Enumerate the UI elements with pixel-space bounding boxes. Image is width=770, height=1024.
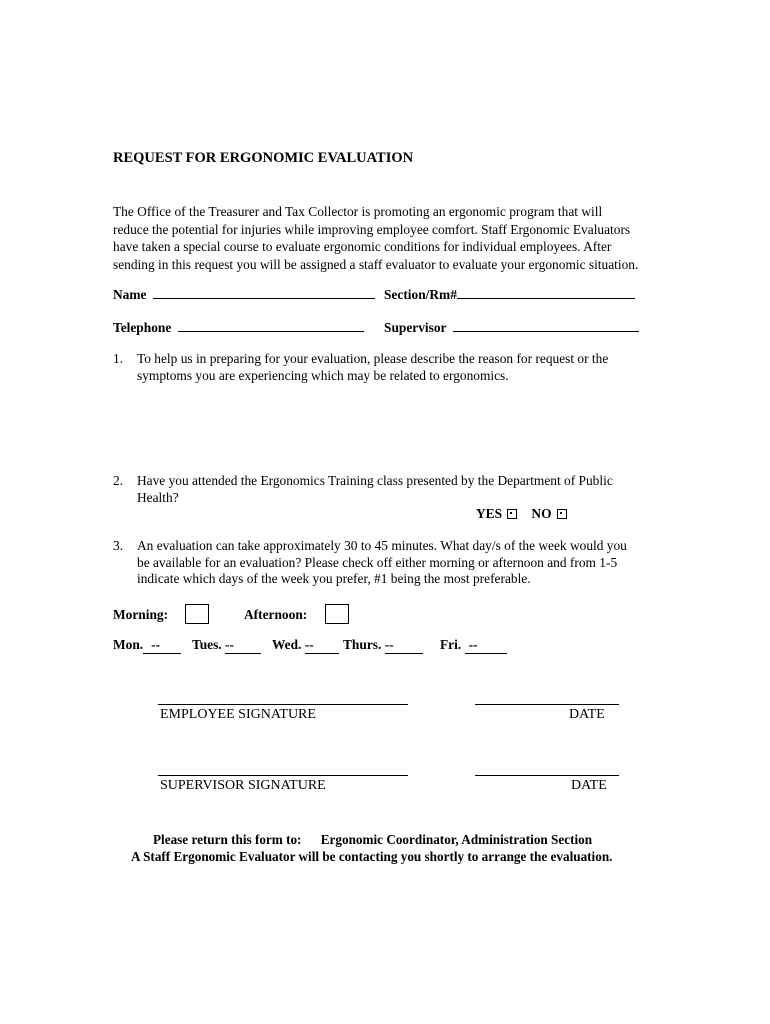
supervisor-field[interactable] [453, 319, 639, 332]
telephone-label: Telephone [113, 320, 172, 335]
afternoon-label: Afternoon: [244, 607, 308, 622]
morning-label: Morning: [113, 607, 169, 622]
employee-date-line[interactable] [475, 704, 619, 705]
intro-line: have taken a special course to evaluate ergonomic conditions for individual employees. After [113, 239, 612, 254]
wed-label: Wed. [272, 637, 302, 652]
footer-note: A Staff Ergonomic Evaluator will be contacting you shortly to arrange the evaluation. [131, 849, 613, 864]
q3-line: An evaluation can take approximately 30 to 45 minutes. What day/s of the week would you [137, 538, 627, 553]
q1-line: symptoms you are experiencing which may be related to ergonomics. [137, 367, 509, 383]
wed-field[interactable]: -- [305, 637, 339, 654]
return-instruction [153, 832, 592, 848]
no-label: NO [531, 506, 552, 521]
name-field[interactable] [153, 286, 375, 299]
no-checkbox[interactable] [557, 509, 567, 519]
q2-options [476, 506, 567, 522]
name-label: Name [113, 287, 147, 302]
section-label: Section/Rm# [384, 287, 457, 302]
employee-date-label: DATE [569, 707, 605, 722]
q2-line: Health? [137, 489, 179, 505]
return-to: Ergonomic Coordinator, Administration Section [320, 832, 593, 847]
day-tues [192, 637, 261, 654]
q1-number: 1. [113, 351, 124, 366]
intro-line: sending in this request you will be assigned a staff evaluator to evaluate your ergonomic situation. [113, 256, 639, 272]
q1-answer-area[interactable] [137, 392, 657, 462]
thurs-label: Thurs. [343, 637, 382, 652]
supervisor-signature-line[interactable] [158, 775, 408, 776]
q2-text [137, 473, 613, 506]
fri-label: Fri. [440, 637, 462, 652]
supervisor-date-line[interactable] [475, 775, 619, 776]
section-row [384, 286, 635, 303]
q2-number: 2. [113, 473, 124, 488]
q3-line: indicate which days of the week you prefer, #1 being the most preferable. [137, 571, 531, 586]
day-wed [272, 637, 339, 654]
mon-field[interactable]: -- [143, 637, 181, 654]
intro-paragraph [113, 203, 673, 273]
q1-text [137, 351, 608, 384]
name-row [113, 286, 375, 303]
thurs-field[interactable]: -- [385, 637, 423, 654]
day-fri [440, 637, 507, 654]
tues-label: Tues. [192, 637, 222, 652]
supervisor-label: Supervisor [384, 320, 447, 335]
afternoon-row [244, 604, 349, 624]
afternoon-checkbox[interactable] [325, 604, 349, 624]
q3-line: be available for an evaluation? Please check off either morning or afternoon and from 1-5 [137, 554, 618, 570]
intro-line: reduce the potential for injuries while improving employee comfort. Staff Ergonomic Evaluators [113, 221, 631, 237]
section-field[interactable] [457, 286, 635, 299]
q3-number: 3. [113, 538, 124, 553]
intro-line: The Office of the Treasurer and Tax Collector is promoting an ergonomic program that will [113, 204, 603, 219]
fri-field[interactable]: -- [465, 637, 507, 654]
yes-label: YES [476, 506, 503, 521]
supervisor-signature-label: SUPERVISOR SIGNATURE [160, 778, 326, 793]
tues-field[interactable]: -- [225, 637, 261, 654]
morning-checkbox[interactable] [185, 604, 209, 624]
morning-row [113, 604, 209, 624]
telephone-field[interactable] [178, 319, 364, 332]
employee-signature-label: EMPLOYEE SIGNATURE [160, 707, 316, 722]
q3-text [137, 538, 627, 588]
mon-label: Mon. [113, 637, 144, 652]
yes-checkbox[interactable] [507, 509, 517, 519]
day-thurs [343, 637, 423, 654]
telephone-row [113, 319, 364, 336]
supervisor-date-label: DATE [571, 778, 607, 793]
employee-signature-line[interactable] [158, 704, 408, 705]
supervisor-row [384, 319, 639, 336]
q1-line: To help us in preparing for your evaluation, please describe the reason for request or the [137, 351, 609, 366]
return-label: Please return this form to: [153, 832, 302, 847]
form-title: REQUEST FOR ERGONOMIC EVALUATION [113, 150, 414, 166]
day-mon [113, 637, 181, 654]
q2-line: Have you attended the Ergonomics Training class presented by the Department of Public [137, 473, 613, 488]
